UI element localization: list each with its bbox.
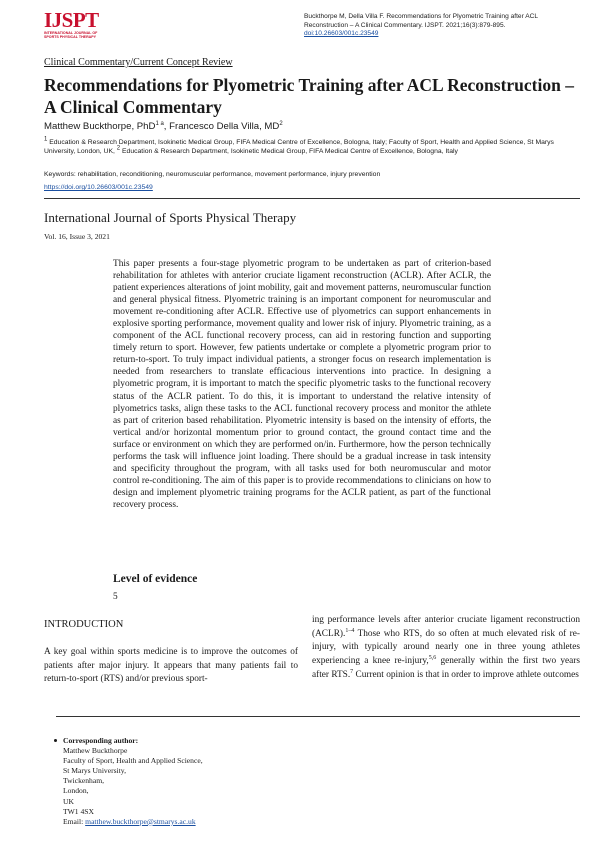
corresponding-author bbox=[56, 736, 316, 827]
corr-line: Faculty of Sport, Health and Applied Science, bbox=[63, 756, 203, 766]
corr-line: TW1 4SX bbox=[63, 806, 95, 816]
level-of-evidence-heading: Level of evidence bbox=[113, 573, 198, 585]
email-label: Email: bbox=[63, 816, 86, 826]
corr-line: London, bbox=[63, 786, 89, 796]
intro-text-part-2: Those who RTS, do so often at much elevated risk of re-injury, with typically around nearly one in three young athletes experiencing a knee re-injury, bbox=[312, 628, 580, 667]
citation-ref-3[interactable]: 7 bbox=[350, 668, 354, 675]
introduction-column-2 bbox=[312, 614, 580, 683]
affiliation-1: Education & Research Department, Isokinetic Medical Group, FIFA Medical Centre of Excellence, Bologna, Italy; Faculty of Sport, Health and Applied Science, St Marys University, London, UK, bbox=[44, 139, 554, 156]
author-2-affiliation: 2 bbox=[279, 120, 283, 127]
corresponding-author-heading: Corresponding author: bbox=[63, 736, 139, 745]
author-list bbox=[44, 121, 283, 132]
journal-name: International Journal of Sports Physical Therapy bbox=[44, 210, 297, 225]
author-1-affiliation: 1 a bbox=[155, 120, 164, 127]
email-link[interactable]: matthew.buckthorpe@stmarys.ac.uk bbox=[85, 816, 196, 826]
affiliation-1-marker: 1 bbox=[44, 136, 48, 143]
logo-subtitle-1: INTERNATIONAL JOURNAL OF bbox=[44, 31, 98, 35]
citation-ref-1[interactable]: 1–4 bbox=[345, 627, 355, 634]
footnote-divider bbox=[56, 716, 580, 717]
author-separator: , bbox=[163, 121, 170, 132]
corr-email-line bbox=[56, 817, 316, 827]
journal-logo bbox=[44, 10, 106, 44]
level-of-evidence-value: 5 bbox=[113, 592, 118, 602]
abstract: This paper presents a four-stage plyometric program to be undertaken as part of criterion-based rehabilitation for athletes with anterior cruciate ligament reconstruction (ACLR). After ACLR, the patient experiences alterations of joint mobility, gait and movement patterns, neuromuscular function and general physical fitness. Plyometric training is an important component for neuromuscular and movement re-conditioning after ACLR. Effective use of plyometrics can support enhancements in explosive sporting performance, movement quality and lower risk of injury. Plyometric training, as a component of the ACL functional recovery process, can aid in restoring function and supporting timely return to sport. However, few patients undertake or complete a plyometric program prior to return-to-sport. To truly impact individual patients, a stronger focus on research implementation is needed from researchers to translate efficacious interventions into practice. In designing a plyometric program, it is important to match the specific plyometric tasks to the functional recovery status of the ACLR patient. To do this, it is important to understand the relative intensity of plyometrics tasks, align these tasks to the ACL functional recovery process and monitor the athlete as part of criterion based rehabilitation. Plyometric intensity is based on the intensity of efforts, the vertical and/or horizontal momentum prior to ground contact, the ground contact time and the surface or environment on which they are performed on/in. Furthermore, how the person technically performs the task will influence joint loading. There should be a gradual increase in task intensity and specificity throughout the program, with all tasks used for both neuromuscular and motor control re-conditioning. The aim of this paper is to provide recommendations to clinicians on how to design and implement plyometric training programs for the ACLR patient, as part of the functional recovery process. bbox=[113, 259, 491, 510]
bullet-icon bbox=[54, 739, 57, 742]
author-2: Francesco Della Villa, MD bbox=[169, 121, 280, 132]
citation-doi-link[interactable]: doi:10.26603/001c.23549 bbox=[304, 30, 379, 38]
citation-line-2: Reconstruction – A Clinical Commentary. IJSPT. 2021;16(3):879-895. bbox=[304, 21, 506, 29]
intro-text-part-1: ing performance levels after anterior cruciate ligament reconstruction (ACLR). bbox=[312, 615, 580, 639]
corr-line: Twickenham, bbox=[63, 776, 105, 786]
intro-text-part-4: Current opinion is that in order to improve athlete outcomes bbox=[353, 669, 579, 680]
affiliation-2-marker: 2 bbox=[116, 146, 121, 153]
affiliation-2: Education & Research Department, Isokinetic Medical Group, FIFA Medical Centre of Excellence, Bologna, Italy bbox=[120, 148, 458, 156]
citation-line-1: Buckthorpe M, Della Villa F. Recommendations for Plyometric Training after ACL bbox=[304, 13, 539, 20]
affiliations bbox=[44, 138, 574, 157]
logo-subtitle-2: SPORTS PHYSICAL THERAPY bbox=[44, 35, 97, 39]
keywords: Keywords: rehabilitation, reconditioning, neuromuscular performance, movement performance, injury prevention bbox=[44, 171, 381, 178]
citation-ref-2[interactable]: 5,6 bbox=[428, 655, 437, 662]
citation-block bbox=[304, 13, 574, 39]
author-1: Matthew Buckthorpe, PhD bbox=[44, 121, 156, 132]
corr-line: UK bbox=[63, 796, 74, 806]
corr-line: Matthew Buckthorpe bbox=[63, 746, 128, 756]
volume-issue: Vol. 16, Issue 3, 2021 bbox=[44, 232, 110, 241]
logo-text: IJSPT bbox=[44, 8, 99, 32]
corr-line: St Marys University, bbox=[63, 766, 126, 776]
introduction-column-1: A key goal within sports medicine is to improve the outcomes of patients after major injury. It appears that many patients fail to return-to-sport (RTS) and/or previous sport- bbox=[44, 647, 298, 685]
intro-text-part-3: generally within the first two years after RTS. bbox=[312, 656, 581, 680]
header-divider bbox=[44, 198, 580, 199]
introduction-heading: INTRODUCTION bbox=[44, 619, 124, 630]
article-title: Recommendations for Plyometric Training after ACL Reconstruction – A Clinical Commentary bbox=[44, 75, 574, 117]
section-type: Clinical Commentary/Current Concept Review bbox=[44, 57, 233, 68]
doi-link[interactable]: https://doi.org/10.26603/001c.23549 bbox=[44, 184, 153, 191]
